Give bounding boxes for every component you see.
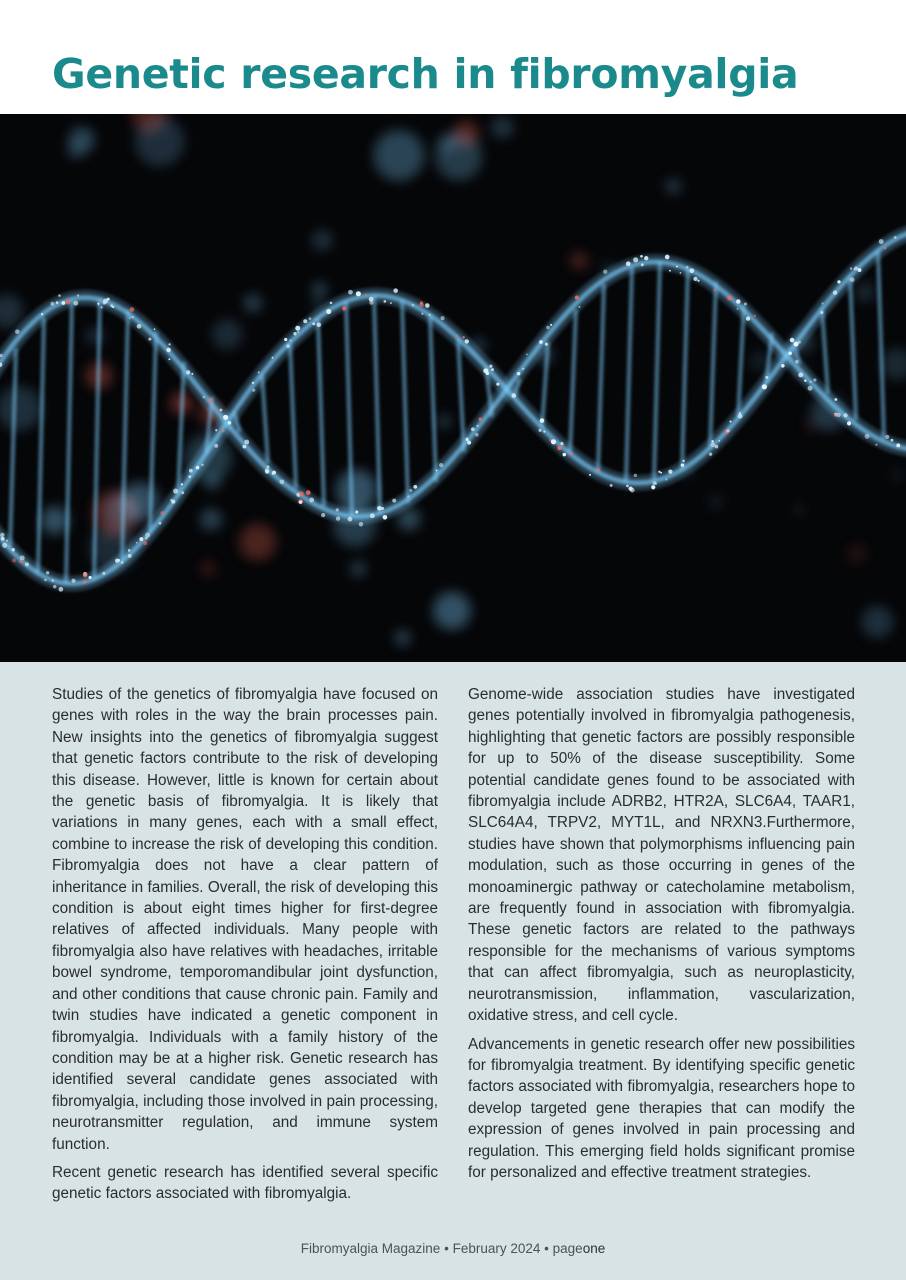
helix-spark bbox=[665, 479, 667, 481]
helix-spark bbox=[765, 376, 768, 379]
helix-spark bbox=[633, 257, 638, 262]
helix-spark bbox=[781, 364, 785, 368]
helix-spark bbox=[847, 421, 851, 425]
helix-spark bbox=[813, 378, 816, 381]
helix-spark bbox=[798, 341, 801, 344]
footer-separator: • bbox=[444, 1241, 449, 1256]
helix-spark bbox=[496, 383, 499, 386]
helix-spark bbox=[312, 322, 315, 325]
helix-spark bbox=[299, 500, 302, 503]
helix-spark bbox=[383, 515, 388, 520]
helix-spark bbox=[365, 294, 367, 296]
helix-spark bbox=[58, 294, 61, 297]
helix-spark bbox=[336, 508, 339, 511]
helix-spark bbox=[330, 302, 333, 305]
helix-spark bbox=[58, 587, 63, 592]
footer-page-label: pageone bbox=[552, 1241, 606, 1256]
helix-spark bbox=[762, 384, 767, 389]
bokeh-light bbox=[861, 606, 893, 638]
helix-spark bbox=[181, 491, 184, 494]
helix-spark bbox=[128, 554, 132, 558]
page-title: Genetic research in fibromyalgia bbox=[52, 50, 799, 98]
helix-spark bbox=[808, 386, 813, 391]
helix-spark bbox=[475, 433, 479, 437]
helix-spark bbox=[682, 460, 684, 462]
helix-spark bbox=[640, 255, 643, 258]
helix-spark bbox=[369, 297, 374, 302]
helix-spark bbox=[196, 466, 200, 470]
helix-spark bbox=[560, 442, 563, 445]
bokeh-light bbox=[200, 509, 221, 530]
bokeh-light bbox=[665, 178, 681, 194]
helix-spark bbox=[117, 559, 120, 562]
helix-spark bbox=[189, 469, 193, 473]
bokeh-light bbox=[336, 470, 376, 510]
helix-spark bbox=[359, 522, 363, 526]
helix-spark bbox=[551, 439, 556, 444]
helix-spark bbox=[634, 474, 637, 477]
helix-spark bbox=[170, 499, 173, 502]
helix-spark bbox=[228, 421, 232, 425]
helix-spark bbox=[214, 444, 218, 448]
helix-spark bbox=[466, 438, 469, 441]
helix-spark bbox=[736, 299, 741, 304]
helix-spark bbox=[539, 340, 543, 344]
helix-spark bbox=[46, 571, 49, 574]
helix-spark bbox=[596, 468, 600, 472]
helix-spark bbox=[306, 490, 311, 495]
helix-spark bbox=[51, 579, 54, 582]
helix-spark bbox=[681, 463, 684, 466]
helix-spark bbox=[693, 277, 697, 281]
helix-spark bbox=[314, 318, 316, 320]
helix-spark bbox=[309, 317, 312, 320]
helix-spark bbox=[896, 443, 900, 447]
helix-spark bbox=[739, 412, 741, 414]
bokeh-light bbox=[373, 130, 424, 181]
helix-spark bbox=[412, 304, 415, 307]
helix-spark bbox=[168, 343, 170, 345]
helix-spark bbox=[409, 489, 412, 492]
helix-spark bbox=[173, 488, 178, 493]
helix-spark bbox=[479, 417, 483, 421]
helix-spark bbox=[858, 268, 862, 272]
helix-spark bbox=[309, 498, 314, 503]
helix-spark bbox=[390, 302, 392, 304]
bokeh-light bbox=[41, 506, 69, 534]
helix-spark bbox=[570, 452, 573, 455]
helix-spark bbox=[12, 548, 15, 551]
helix-spark bbox=[356, 291, 361, 296]
helix-spark bbox=[726, 429, 729, 432]
helix-spark bbox=[850, 277, 855, 282]
helix-spark bbox=[563, 453, 566, 456]
helix-spark bbox=[15, 329, 20, 334]
helix-spark bbox=[181, 483, 183, 485]
helix-spark bbox=[885, 435, 889, 439]
helix-spark bbox=[258, 371, 260, 373]
helix-spark bbox=[265, 470, 269, 474]
helix-spark bbox=[795, 360, 799, 364]
helix-spark bbox=[293, 332, 296, 335]
helix-spark bbox=[326, 309, 331, 314]
helix-spark bbox=[201, 464, 203, 466]
bokeh-light bbox=[847, 544, 867, 564]
bokeh-light bbox=[212, 319, 242, 349]
helix-spark bbox=[348, 290, 353, 295]
footer-publication: Fibromyalgia Magazine bbox=[300, 1241, 441, 1256]
helix-spark bbox=[467, 441, 471, 445]
helix-spark bbox=[545, 343, 548, 346]
helix-spark bbox=[252, 382, 254, 384]
helix-spark bbox=[610, 484, 613, 487]
helix-spark bbox=[89, 576, 92, 579]
helix-spark bbox=[220, 409, 223, 412]
helix-spark bbox=[145, 533, 150, 538]
helix-spark bbox=[641, 263, 644, 266]
helix-spark bbox=[148, 338, 151, 341]
helix-spark bbox=[526, 354, 528, 356]
helix-spark bbox=[668, 469, 672, 473]
helix-spark bbox=[644, 256, 648, 260]
helix-spark bbox=[669, 270, 671, 272]
bokeh-light bbox=[239, 524, 276, 561]
bokeh-light bbox=[454, 121, 479, 146]
bokeh-light bbox=[708, 494, 724, 510]
helix-spark bbox=[272, 471, 276, 475]
helix-spark bbox=[128, 549, 131, 552]
helix-spark bbox=[718, 440, 720, 442]
helix-spark bbox=[491, 368, 494, 371]
helix-spark bbox=[626, 485, 629, 488]
helix-spark bbox=[161, 511, 165, 515]
helix-spark bbox=[336, 516, 340, 520]
bokeh-light bbox=[312, 230, 333, 251]
helix-spark bbox=[1, 537, 5, 541]
helix-spark bbox=[850, 267, 852, 269]
helix-spark bbox=[539, 429, 542, 432]
helix-spark bbox=[836, 413, 840, 417]
bokeh-light bbox=[438, 415, 451, 428]
paragraph: Genome-wide association studies have investigated genes potentially involved in fibromyalgia pathogenesis, highlighting that genetic factors are possibly responsible for up to 50% of the disease susceptibility. Some potential candidate genes found to be associated with fibromyalgia include ADRB2, HTR2A, SLC6A4, TAAR1, SLC64A4, TRPV2, MYT1L, and NRXN3.Furthermore, studies have shown that polymorphisms influencing pain modulation, such as those occurring in genes of the monoaminergic pathway or catecholamine metabolism, are frequently found in association with fibromyalgia. These genetic factors are related to the pathways responsible for the mechanisms of various symptoms that can affect fibromyalgia, such as neuroplasticity, neurotransmission, inflammation, vascularization, oxidative stress, and cell cycle. bbox=[468, 686, 855, 1025]
helix-spark bbox=[875, 444, 877, 446]
helix-spark bbox=[486, 372, 489, 375]
paragraph: Recent genetic research has identified several specific genetic factors associated with fibromyalgia. bbox=[52, 1163, 438, 1203]
helix-spark bbox=[865, 434, 870, 439]
helix-spark bbox=[543, 431, 545, 433]
helix-spark bbox=[316, 323, 321, 328]
helix-spark bbox=[56, 301, 59, 304]
helix-spark bbox=[463, 336, 465, 338]
helix-spark bbox=[143, 541, 147, 545]
helix-spark bbox=[83, 580, 86, 583]
helix-spark bbox=[44, 579, 47, 582]
helix-spark bbox=[348, 517, 353, 522]
helix-spark bbox=[102, 572, 105, 575]
helix-spark bbox=[550, 324, 552, 326]
helix-spark bbox=[121, 561, 124, 564]
helix-spark bbox=[168, 358, 170, 360]
helix-spark bbox=[25, 562, 29, 566]
helix-spark bbox=[711, 440, 713, 442]
helix-spark bbox=[651, 485, 655, 489]
helix-spark bbox=[6, 539, 9, 542]
helix-spark bbox=[295, 326, 300, 331]
helix-spark bbox=[284, 338, 287, 341]
helix-spark bbox=[267, 465, 270, 468]
paragraph: Studies of the genetics of fibromyalgia have focused on genes with roles in the way the brain processes pain. New insights into the genetics of fibromyalgia suggest that genetic factors contribute to the risk of developing this disease. However, little is known for certain about the genetic basis of fibromyalgia. It is likely that variations in many genes, each with a small effect, combine to increase the risk of developing this condition. Fibromyalgia does not have a clear pattern of inheritance in families. Overall, the risk of developing this condition is about eight times higher for first-degree relatives of affected individuals. Many people with fibromyalgia also have relatives with headaches, irritable bowel syndrome, temporomandibular joint dysfunction, and other conditions that cause chronic pain. Family and twin studies have indicated a genetic component in fibromyalgia. Individuals with a family history of the condition may be at a higher risk. Genetic research has identified several candidate genes associated with fibromyalgia, including those involved in pain processing, neurotransmitter regulation, and immune system function. bbox=[52, 686, 438, 1153]
bokeh-light bbox=[570, 252, 588, 270]
helix-spark bbox=[242, 445, 246, 449]
page-footer bbox=[0, 1241, 906, 1256]
helix-spark bbox=[680, 272, 682, 274]
helix-spark bbox=[834, 398, 837, 401]
helix-spark bbox=[737, 308, 739, 310]
helix-spark bbox=[222, 430, 224, 432]
helix-spark bbox=[790, 338, 795, 343]
helix-spark bbox=[884, 247, 887, 250]
helix-spark bbox=[129, 317, 131, 319]
helix-spark bbox=[342, 306, 346, 310]
bokeh-light bbox=[433, 592, 471, 630]
bokeh-light bbox=[795, 505, 804, 514]
helix-spark bbox=[77, 294, 79, 296]
helix-spark bbox=[186, 370, 190, 374]
bokeh-light bbox=[244, 294, 262, 312]
helix-spark bbox=[137, 324, 142, 329]
helix-spark bbox=[589, 474, 591, 476]
helix-spark bbox=[436, 469, 438, 471]
helix-spark bbox=[714, 289, 716, 291]
helix-spark bbox=[822, 302, 824, 304]
helix-spark bbox=[727, 295, 732, 300]
helix-spark bbox=[879, 239, 884, 244]
helix-spark bbox=[381, 507, 384, 510]
helix-spark bbox=[383, 300, 386, 303]
helix-spark bbox=[286, 344, 290, 348]
helix-spark bbox=[2, 543, 7, 548]
article-column-left bbox=[52, 684, 438, 1212]
helix-spark bbox=[20, 555, 25, 560]
helix-spark bbox=[154, 328, 156, 330]
helix-spark bbox=[83, 573, 88, 578]
helix-spark bbox=[439, 463, 443, 467]
helix-spark bbox=[159, 522, 162, 525]
helix-spark bbox=[188, 475, 191, 478]
helix-spark bbox=[788, 351, 792, 355]
footer-date: February 2024 bbox=[452, 1241, 541, 1256]
helix-spark bbox=[540, 418, 545, 423]
helix-spark bbox=[425, 303, 429, 307]
bokeh-light bbox=[805, 420, 815, 430]
dna-helix-graphic bbox=[0, 114, 906, 662]
bokeh-light bbox=[67, 143, 83, 159]
helix-spark bbox=[393, 288, 398, 293]
bokeh-light bbox=[491, 116, 513, 138]
helix-spark bbox=[455, 335, 457, 337]
helix-spark bbox=[203, 396, 205, 398]
helix-spark bbox=[290, 340, 292, 342]
helix-spark bbox=[279, 479, 284, 484]
helix-spark bbox=[392, 499, 396, 503]
helix-spark bbox=[71, 579, 75, 583]
helix-spark bbox=[136, 542, 138, 544]
bokeh-light bbox=[312, 282, 327, 297]
helix-spark bbox=[355, 511, 358, 514]
helix-spark bbox=[626, 261, 631, 266]
helix-spark bbox=[208, 398, 213, 403]
helix-spark bbox=[166, 348, 170, 352]
helix-spark bbox=[223, 415, 228, 420]
helix-spark bbox=[578, 306, 580, 308]
helix-spark bbox=[804, 379, 806, 381]
helix-spark bbox=[658, 471, 660, 473]
helix-spark bbox=[419, 303, 424, 308]
helix-spark bbox=[370, 513, 375, 518]
helix-spark bbox=[746, 316, 750, 320]
helix-spark bbox=[303, 319, 307, 323]
helix-spark bbox=[215, 429, 217, 431]
helix-spark bbox=[665, 255, 670, 260]
helix-spark bbox=[744, 302, 747, 305]
helix-spark bbox=[0, 533, 4, 537]
helix-spark bbox=[837, 280, 840, 283]
helix-spark bbox=[489, 365, 492, 368]
paragraph: Advancements in genetic research offer new possibilities for fibromyalgia treatment. By identifying specific genetic factors associated with fibromyalgia, researchers hope to develop targeted gene therapies that can modify the expression of genes involved in pain processing and regulation. This emerging field holds significant promise for personalized and effective treatment strategies. bbox=[468, 1035, 855, 1181]
bokeh-light bbox=[394, 630, 410, 646]
helix-spark bbox=[297, 331, 299, 333]
helix-spark bbox=[252, 389, 255, 392]
helix-spark bbox=[843, 413, 847, 417]
helix-spark bbox=[12, 558, 16, 562]
helix-spark bbox=[833, 290, 837, 294]
helix-spark bbox=[660, 472, 662, 474]
helix-spark bbox=[107, 298, 110, 301]
helix-spark bbox=[546, 326, 549, 329]
helix-spark bbox=[299, 491, 304, 496]
helix-spark bbox=[557, 446, 561, 450]
helix-spark bbox=[471, 427, 475, 431]
helix-spark bbox=[522, 368, 524, 370]
helix-spark bbox=[738, 414, 743, 419]
helix-spark bbox=[321, 513, 325, 517]
helix-spark bbox=[730, 421, 732, 423]
helix-spark bbox=[110, 304, 113, 307]
helix-spark bbox=[575, 295, 579, 299]
helix-spark bbox=[272, 357, 274, 359]
helix-spark bbox=[603, 270, 607, 274]
helix-spark bbox=[98, 304, 100, 306]
helix-spark bbox=[139, 537, 143, 541]
helix-spark bbox=[50, 302, 54, 306]
helix-spark bbox=[711, 442, 716, 447]
helix-spark bbox=[441, 316, 445, 320]
helix-spark bbox=[130, 307, 135, 312]
helix-spark bbox=[686, 266, 688, 268]
footer-separator: • bbox=[544, 1241, 549, 1256]
helix-spark bbox=[73, 301, 78, 306]
helix-spark bbox=[517, 372, 521, 376]
helix-spark bbox=[715, 445, 719, 449]
helix-spark bbox=[421, 313, 423, 315]
helix-spark bbox=[697, 279, 699, 281]
helix-spark bbox=[61, 301, 65, 305]
helix-spark bbox=[854, 266, 858, 270]
bokeh-light bbox=[350, 561, 366, 577]
helix-spark bbox=[894, 236, 897, 239]
helix-spark bbox=[41, 313, 43, 315]
helix-spark bbox=[66, 300, 71, 305]
helix-spark bbox=[630, 488, 635, 493]
helix-spark bbox=[131, 316, 133, 318]
helix-spark bbox=[413, 485, 417, 489]
helix-spark bbox=[754, 315, 756, 317]
helix-spark bbox=[676, 266, 678, 268]
bokeh-light bbox=[855, 282, 875, 302]
helix-spark bbox=[810, 381, 812, 383]
helix-spark bbox=[191, 373, 193, 375]
helix-spark bbox=[53, 585, 56, 588]
bokeh-light bbox=[891, 469, 903, 481]
helix-spark bbox=[798, 372, 803, 377]
helix-spark bbox=[465, 339, 469, 343]
helix-spark bbox=[512, 393, 517, 398]
helix-spark bbox=[891, 439, 894, 442]
bokeh-light bbox=[201, 561, 216, 576]
helix-spark bbox=[101, 306, 103, 308]
helix-spark bbox=[655, 482, 657, 484]
helix-spark bbox=[477, 425, 479, 427]
helix-spark bbox=[407, 495, 409, 497]
helix-spark bbox=[689, 268, 694, 273]
helix-spark bbox=[820, 311, 823, 314]
helix-spark bbox=[244, 440, 249, 445]
article-column-right bbox=[468, 684, 855, 1190]
dna-helix-image bbox=[0, 114, 906, 662]
helix-spark bbox=[709, 452, 712, 455]
helix-spark bbox=[429, 314, 431, 316]
